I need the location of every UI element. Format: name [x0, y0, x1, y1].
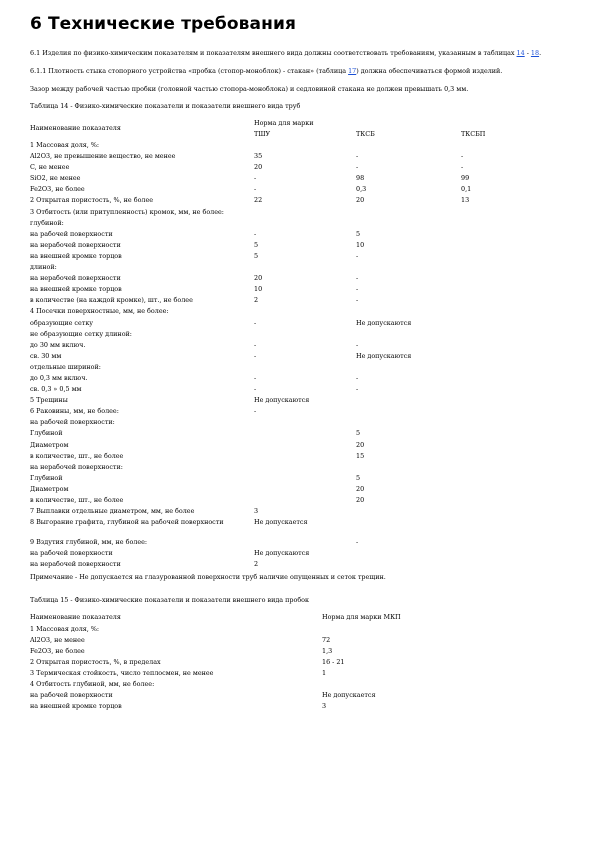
- row-label: на внешней кромке торцов: [30, 251, 122, 260]
- table-row: [30, 208, 570, 219]
- row-label: на рабочей поверхности: [30, 549, 113, 558]
- table-row: [30, 196, 570, 207]
- row-value: 20: [356, 496, 365, 504]
- row-label: SiO2, не менее: [30, 174, 81, 183]
- header-name: Наименование показателя: [30, 124, 121, 132]
- row-value: 22: [254, 196, 263, 205]
- table-row: [30, 363, 570, 374]
- row-label: Al2O3, не менее: [30, 635, 85, 644]
- row-value: Не допускаются: [254, 396, 310, 405]
- row-value: 5: [356, 429, 361, 438]
- row-label: 6 Раковины, мм, не более:: [30, 407, 119, 416]
- table-row: [30, 658, 570, 669]
- row-value: 20: [356, 484, 365, 493]
- row-label: на внешней кромке торцов: [30, 285, 122, 294]
- row-label: Fe2O3, не более: [30, 185, 85, 194]
- row-value: -: [254, 340, 257, 349]
- table-row: [30, 374, 570, 385]
- row-label: 7 Выплавки отдельные диаметром, мм, не более: [30, 507, 195, 516]
- row-value: -: [254, 174, 257, 183]
- paragraph-6-1-1: [30, 66, 570, 76]
- row-label: в количестве, шт., не более: [30, 451, 124, 460]
- table-row: [30, 174, 570, 185]
- row-label: на рабочей поверхности: [30, 691, 113, 700]
- paragraph-gap: Зазор между рабочей частью пробки (головной частью стопора-моноблока) и седловиной стакана не должен превышать 0,3 мм.: [30, 85, 469, 93]
- row-label: Al2O3, не превышение вещество, не менее: [30, 152, 176, 161]
- row-value: -: [356, 385, 359, 394]
- row-label: до 0,3 мм включ.: [30, 373, 88, 382]
- header-norm: Норма для марки МКП: [322, 613, 401, 622]
- row-label: образующие сетку: [30, 318, 94, 327]
- row-value: -: [254, 351, 257, 360]
- row-label: св. 0,3 » 0,5 мм: [30, 385, 82, 394]
- row-label: Глубиной: [30, 429, 63, 438]
- link-table-18[interactable]: 18: [530, 49, 540, 57]
- row-label: 5 Трещины: [30, 396, 68, 405]
- row-label: в количестве (на каждой кромке), шт., не более: [30, 296, 193, 305]
- row-label: 4 Посечки поверхностные, мм, не более:: [30, 307, 169, 316]
- table-row: [30, 560, 570, 571]
- row-label: не образующие сетку длиной:: [30, 329, 132, 338]
- header-mark-1: ТШУ: [254, 130, 271, 138]
- row-value: 72: [322, 635, 331, 644]
- row-value: Не допускается: [322, 691, 376, 700]
- row-value: -: [254, 318, 257, 327]
- row-label: длиной:: [30, 263, 57, 272]
- table-row: [30, 496, 570, 507]
- row-value: -: [356, 538, 359, 547]
- row-value: -: [356, 274, 359, 283]
- paragraph-6-1-text: 6.1 Изделия по физико-химическим показателям и показателям внешнего вида должны соответствовать требованиям, указанным в таблицах: [30, 49, 517, 57]
- table-14: [30, 119, 570, 571]
- row-value: 5: [356, 473, 361, 482]
- table-row: [30, 341, 570, 352]
- row-value: -: [356, 285, 359, 294]
- table-row: [30, 636, 570, 647]
- row-label: 4 Отбитость глубиной, мм, не более:: [30, 680, 155, 689]
- row-label: 1 Массовая доля, %:: [30, 141, 100, 149]
- table-row: [30, 241, 570, 252]
- row-value: Не допускаются: [356, 318, 412, 327]
- row-value: 5: [254, 251, 259, 260]
- row-label: на нерабочей поверхности: [30, 560, 121, 569]
- table-15-caption: Таблица 15 - Физико-химические показатели и показатели внешнего вида пробок: [30, 596, 310, 605]
- table-row: [30, 549, 570, 560]
- row-value: 98: [356, 174, 365, 183]
- table-row: [30, 507, 570, 518]
- table-row: [30, 474, 570, 485]
- row-value: -: [356, 163, 359, 172]
- row-value: 5: [356, 229, 361, 238]
- table-row: [30, 385, 570, 396]
- row-value: 2: [254, 560, 259, 569]
- table-row: [30, 441, 570, 452]
- table-row: [30, 418, 570, 429]
- row-value: -: [254, 229, 257, 238]
- table-row: [30, 669, 570, 680]
- table-row: [30, 263, 570, 274]
- row-label: 1 Массовая доля, %:: [30, 624, 100, 633]
- section-heading: 6 Технические требования: [30, 14, 296, 34]
- row-value: -: [356, 251, 359, 260]
- row-label: 2 Открытая пористость, %, не более: [30, 196, 154, 205]
- table-row: [30, 319, 570, 330]
- paragraph-6-1-end: .: [539, 49, 542, 57]
- row-label: в количестве, шт., не более: [30, 496, 124, 504]
- row-label: отдельные шириной:: [30, 362, 101, 371]
- table-row: [30, 691, 570, 702]
- row-label: на рабочей поверхности: [30, 229, 113, 238]
- row-label: на нерабочей поверхности: [30, 240, 121, 249]
- table-row: [30, 252, 570, 263]
- table-row: [30, 702, 570, 713]
- link-table-17[interactable]: 17: [348, 67, 357, 75]
- row-label: C, не менее: [30, 163, 70, 172]
- table-row: [30, 141, 570, 152]
- table-row: [30, 452, 570, 463]
- row-value: 20: [356, 196, 365, 205]
- document-page: [30, 14, 570, 713]
- table-row: [30, 647, 570, 658]
- row-value: 99: [461, 174, 470, 183]
- row-value: -: [461, 152, 464, 161]
- row-value: 3: [254, 507, 259, 516]
- row-label: 3 Термическая стойкость, число теплосмен, не менее: [30, 668, 214, 677]
- row-value: Не допускается: [254, 518, 308, 527]
- row-value: 16 - 21: [322, 657, 345, 666]
- link-separator: -: [524, 49, 531, 57]
- row-label: на нерабочей поверхности:: [30, 462, 123, 471]
- table-row: [30, 330, 570, 341]
- header-name: Наименование показателя: [30, 613, 121, 622]
- row-value: 15: [356, 451, 365, 460]
- table-row: [30, 407, 570, 418]
- row-label: на рабочей поверхности:: [30, 418, 115, 427]
- row-value: -: [254, 407, 257, 416]
- row-value: 2: [254, 296, 259, 305]
- table-row: [30, 625, 570, 636]
- row-value: 20: [356, 440, 365, 449]
- table-row: [30, 485, 570, 496]
- row-value: Не допускаются: [254, 549, 310, 558]
- row-value: 10: [356, 240, 365, 249]
- row-value: -: [254, 185, 257, 194]
- row-value: -: [356, 373, 359, 382]
- table-row: [30, 538, 570, 549]
- table-row: [30, 463, 570, 474]
- table-15: [30, 613, 570, 713]
- header-norm: Норма для марки: [254, 119, 314, 127]
- row-label: 9 Вздутия глубиной, мм, не более:: [30, 538, 148, 547]
- row-label: 8 Выгорание графита, глубиной на рабочей поверхности: [30, 518, 224, 527]
- table-row: [30, 396, 570, 407]
- row-label: Диаметром: [30, 440, 69, 449]
- row-label: Fe2O3, не более: [30, 646, 85, 655]
- row-value: -: [461, 163, 464, 172]
- row-value: 20: [254, 163, 263, 172]
- row-value: -: [356, 340, 359, 349]
- row-value: 10: [254, 285, 263, 294]
- row-label: 2 Открытая пористость, %, в пределах: [30, 657, 161, 666]
- table-row: [30, 352, 570, 363]
- row-value: 0,1: [461, 185, 472, 194]
- table-row: [30, 429, 570, 440]
- row-value: 3: [322, 702, 327, 711]
- header-mark-3: ТКСБП: [461, 130, 486, 138]
- row-value: -: [356, 152, 359, 161]
- row-value: 20: [254, 274, 263, 283]
- row-value: 1,3: [322, 646, 333, 655]
- row-value: 0,3: [356, 185, 367, 194]
- row-value: -: [254, 373, 257, 382]
- table-row: [30, 307, 570, 318]
- table-row: [30, 274, 570, 285]
- row-label: св. 30 мм: [30, 351, 62, 360]
- row-value: 5: [254, 240, 259, 249]
- row-label: 3 Отбитость (или притупленность) кромок, мм, не более:: [30, 207, 224, 216]
- row-label: Диаметром: [30, 484, 69, 493]
- table-14-header: [30, 119, 570, 141]
- row-value: -: [254, 385, 257, 394]
- row-label: до 30 мм включ.: [30, 340, 86, 349]
- table-row: [30, 296, 570, 307]
- link-table-14[interactable]: 14: [516, 49, 525, 57]
- row-label: глубиной:: [30, 218, 64, 227]
- table-row: [30, 152, 570, 163]
- row-value: -: [356, 296, 359, 305]
- row-value: Не допускаются: [356, 351, 412, 360]
- paragraph-6-1-1-end: ) должна обеспечиваться формой изделий.: [356, 67, 503, 75]
- table-row: [30, 163, 570, 174]
- row-label: на нерабочей поверхности: [30, 274, 121, 283]
- row-value: 35: [254, 152, 263, 161]
- table-row: [30, 219, 570, 230]
- row-value: 1: [322, 668, 327, 677]
- table-row: [30, 285, 570, 296]
- table-14-caption: Таблица 14 - Физико-химические показатели и показатели внешнего вида труб: [30, 102, 301, 110]
- paragraph-6-1-1-text: 6.1.1 Плотность стыка стопорного устройства «пробка (стопор-моноблок) - стакан» (таблица: [30, 67, 349, 75]
- row-value: 13: [461, 196, 470, 205]
- header-mark-2: ТКСБ: [356, 130, 375, 138]
- table-row: [30, 518, 570, 538]
- row-label: на внешней кромке торцов: [30, 702, 122, 711]
- paragraph-6-1: [30, 48, 570, 58]
- table-row: [30, 185, 570, 196]
- table-row: [30, 230, 570, 241]
- table-row: [30, 680, 570, 691]
- row-label: Глубиной: [30, 473, 63, 482]
- table-15-header: [30, 613, 570, 624]
- table-14-note: Примечание - Не допускается на глазурованной поверхности труб наличие опущенных и сеток трещин.: [30, 573, 386, 582]
